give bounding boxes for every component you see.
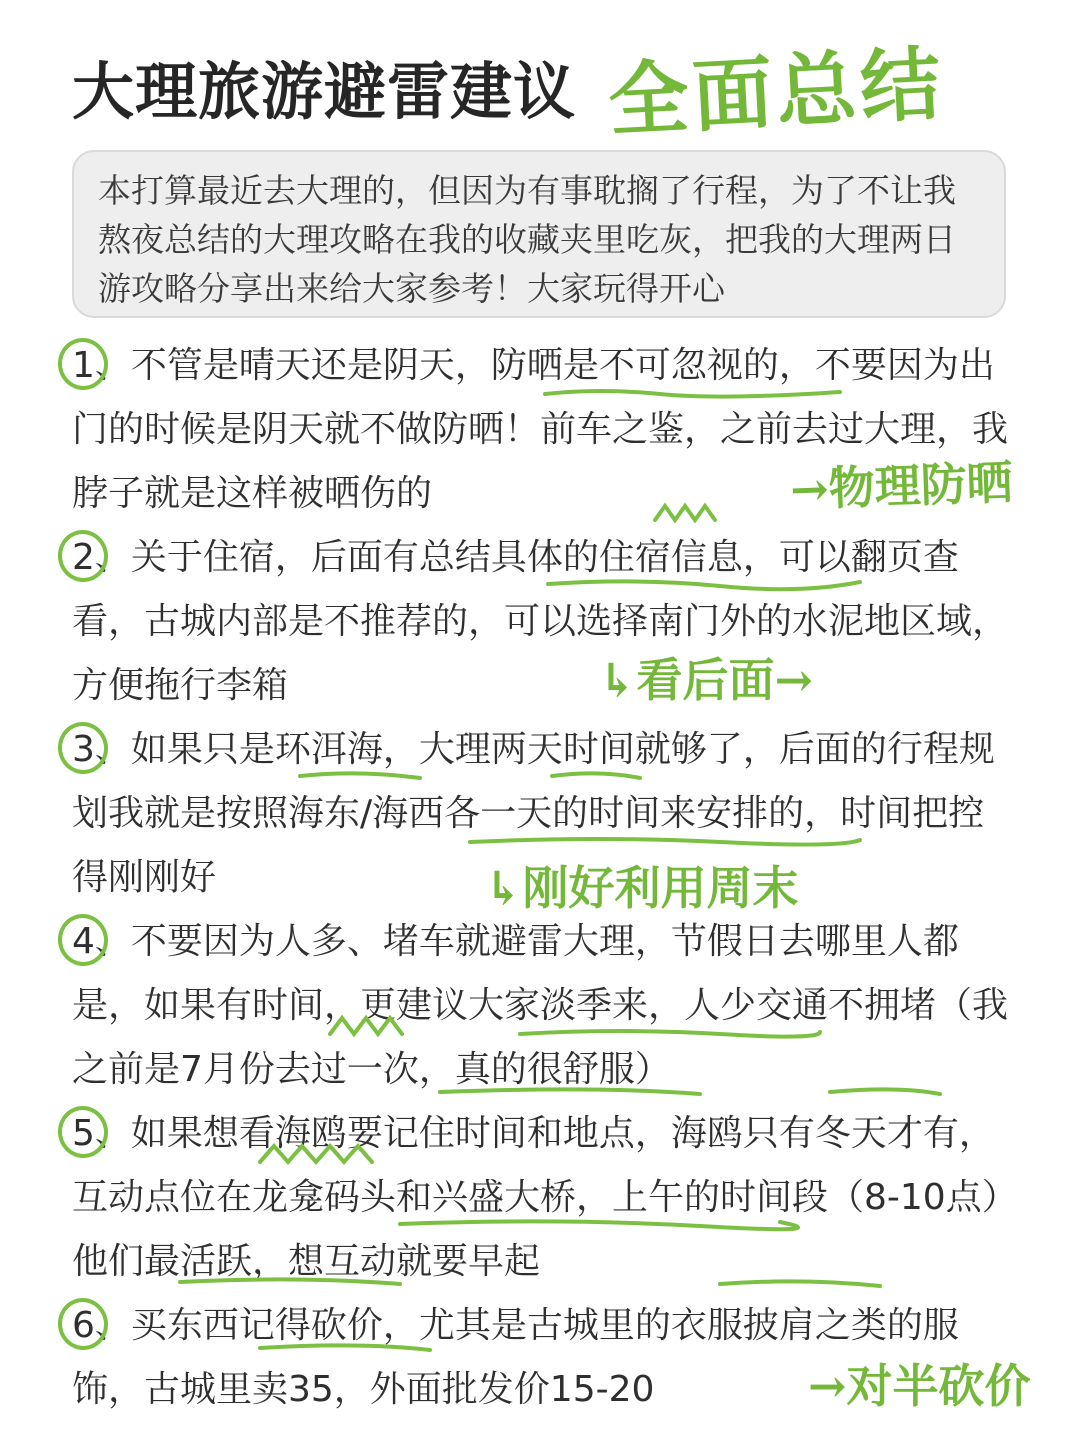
list-item-text: 2、关于住宿，后面有总结具体的住宿信息，可以翻页查看，古城内部是不推荐的，可以选择南门外的水泥地区域，方便拖行李箱 bbox=[72, 537, 1009, 706]
list-item-text: 5、如果想看海鸥要记住时间和地点，海鸥只有冬天才有，互动点位在龙龛码头和兴盛大桥，上午的时间段（8-10点）他们最活跃，想互动就要早起 bbox=[72, 1113, 1000, 1282]
list-item bbox=[72, 1102, 1012, 1294]
list-item-text: 4、不要因为人多、堵车就避雷大理，节假日去哪里人都是，如果有时间，更建议大家淡季来，人少交通不拥堵（我之前是7月份去过一次，真的很舒服） bbox=[72, 921, 1009, 1090]
handwritten-title-annotation: 全面总结 bbox=[606, 36, 947, 148]
handwritten-note-sunscreen: →物理防晒 bbox=[789, 455, 1014, 517]
intro-text: 本打算最近去大理的，但因为有事耽搁了行程，为了不让我熬夜总结的大理攻略在我的收藏夹里吃灰，把我的大理两日游攻略分享出来给大家参考！大家玩得开心 bbox=[98, 171, 956, 308]
list-item-text: 1、不管是晴天还是阴天，防晒是不可忽视的，不要因为出门的时候是阴天就不做防晒！前车之鉴，之前去过大理，我脖子就是这样被晒伤的 bbox=[72, 345, 1009, 514]
handwritten-note-weekend: ↳刚好利用周末 bbox=[484, 861, 799, 915]
list-item-text: 3、如果只是环洱海，大理两天时间就够了，后面的行程规划我就是按照海东/海西各一天的时间来安排的，时间把控得刚刚好 bbox=[72, 729, 995, 898]
page-title: 大理旅游避雷建议 bbox=[72, 55, 577, 128]
list-item bbox=[72, 910, 1012, 1102]
list-item-text: 6、买东西记得砍价，尤其是古城里的衣服披肩之类的服饰，古城里卖35，外面批发价15-20 bbox=[72, 1305, 959, 1410]
list-item bbox=[72, 526, 1012, 718]
intro-box bbox=[72, 150, 1006, 318]
handwritten-note-bargain: →对半砍价 bbox=[808, 1359, 1031, 1413]
handwritten-note-see-later: ↳看后面→ bbox=[598, 653, 814, 707]
